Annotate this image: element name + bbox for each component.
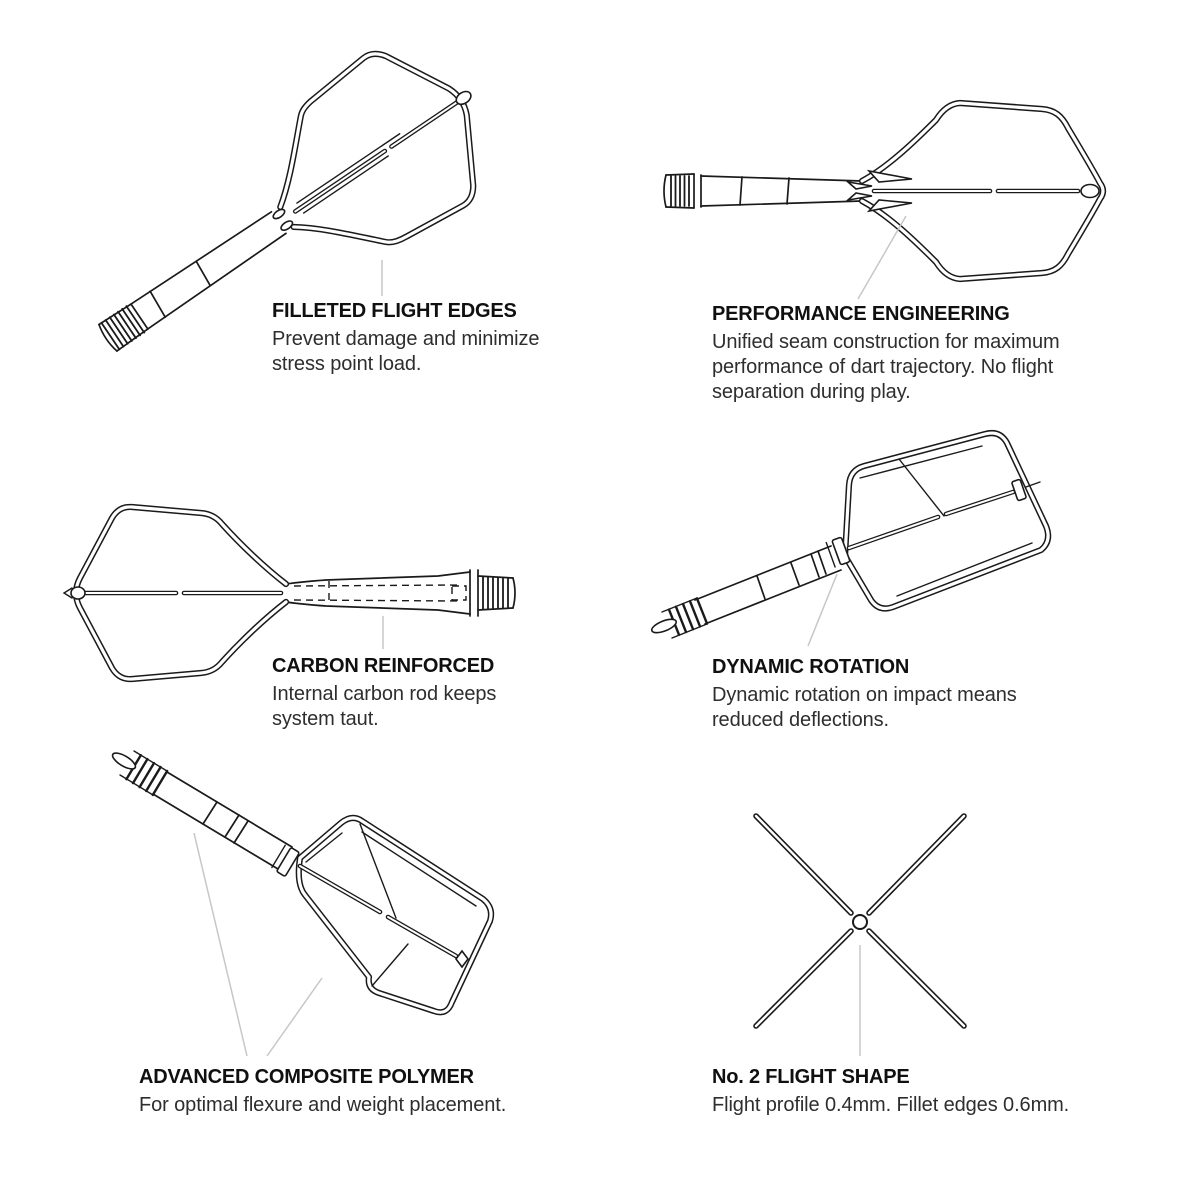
feature-description-line: Internal carbon rod keeps xyxy=(272,683,497,705)
feature-carbon-reinforced xyxy=(272,654,562,732)
feature-advanced-composite-polymer xyxy=(139,1065,579,1118)
no-2-flight-shape-illustration xyxy=(700,790,1120,1080)
advanced-composite-polymer-illustration xyxy=(90,740,540,1080)
feature-title: No. 2 FLIGHT SHAPE xyxy=(712,1066,910,1088)
feature-title: PERFORMANCE ENGINEERING xyxy=(712,303,1010,325)
feature-performance-engineering xyxy=(712,302,1092,405)
feature-description-line: For optimal flexure and weight placement. xyxy=(139,1094,507,1116)
feature-title: ADVANCED COMPOSITE POLYMER xyxy=(139,1066,474,1088)
feature-description-line: Prevent damage and minimize xyxy=(272,328,540,350)
feature-description-line: stress point load. xyxy=(272,353,422,375)
feature-no-2-flight-shape xyxy=(712,1065,1152,1118)
feature-title: CARBON REINFORCED xyxy=(272,655,495,677)
feature-description-line: Dynamic rotation on impact means xyxy=(712,684,1017,706)
performance-engineering-illustration xyxy=(640,60,1160,320)
feature-description-line: Unified seam construction for maximum xyxy=(712,331,1060,353)
feature-title: FILLETED FLIGHT EDGES xyxy=(272,300,517,322)
feature-description-line: separation during play. xyxy=(712,381,911,403)
feature-description-line: reduced deflections. xyxy=(712,709,890,731)
feature-title: DYNAMIC ROTATION xyxy=(712,656,910,678)
dynamic-rotation-illustration xyxy=(620,400,1100,680)
feature-dynamic-rotation xyxy=(712,655,1052,733)
feature-description-line: performance of dart trajectory. No flight xyxy=(712,356,1054,378)
feature-description-line: Flight profile 0.4mm. Fillet edges 0.6mm. xyxy=(712,1094,1070,1116)
feature-description-line: system taut. xyxy=(272,708,379,730)
feature-filleted-flight-edges xyxy=(272,299,562,377)
